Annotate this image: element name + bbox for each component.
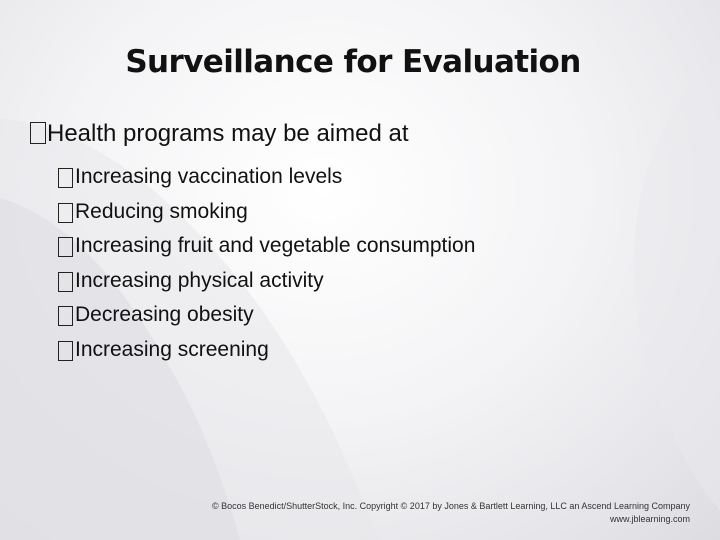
box-glyph-icon <box>30 122 46 144</box>
sub-bullet <box>58 160 475 195</box>
slide-title: Surveillance for Evaluation <box>125 44 581 80</box>
sub-bullet-text: Increasing physical activity <box>75 268 324 292</box>
sub-bullet <box>58 264 475 299</box>
box-glyph-icon <box>58 168 73 188</box>
copyright-line: © Bocos Benedict/ShutterStock, Inc. Copyright © 2017 by Jones & Bartlett Learning, LLC an Ascend Learning Company <box>211 501 690 511</box>
box-glyph-icon <box>58 272 73 292</box>
main-bullet-text: Health programs may be aimed at <box>47 120 409 147</box>
box-glyph-icon <box>58 237 73 257</box>
box-glyph-icon <box>58 203 73 223</box>
main-bullet <box>30 120 409 148</box>
sub-bullet <box>58 298 475 333</box>
copyright-notice <box>170 500 690 526</box>
sub-bullet-text: Increasing screening <box>75 337 269 361</box>
sub-bullet <box>58 333 475 368</box>
sub-bullet-text: Decreasing obesity <box>75 303 254 327</box>
sub-bullet <box>58 229 475 264</box>
sub-bullet-text: Increasing vaccination levels <box>75 165 343 189</box>
sub-bullet <box>58 195 475 230</box>
sub-bullet-text: Reducing smoking <box>75 199 248 223</box>
sub-bullet-text: Increasing fruit and vegetable consumption <box>75 234 476 258</box>
box-glyph-icon <box>58 341 73 361</box>
publisher-url: www.jblearning.com <box>609 514 690 524</box>
sub-bullet-list <box>58 160 475 367</box>
box-glyph-icon <box>58 306 73 326</box>
